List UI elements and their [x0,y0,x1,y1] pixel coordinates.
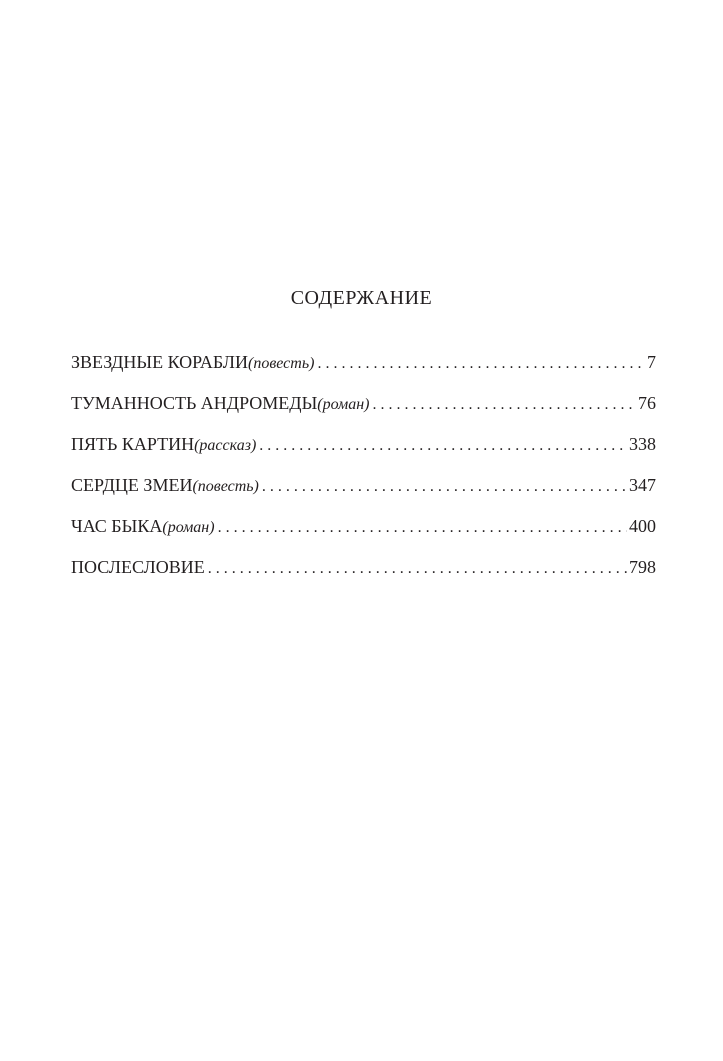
toc-entry-title: СЕРДЦЕ ЗМЕИ [71,475,193,495]
toc-entry-title: ПЯТЬ КАРТИН [71,434,195,454]
dot-leader [208,555,627,583]
toc-entry-genre: (роман) [317,396,370,413]
toc-entry-title: ПОСЛЕСЛОВИЕ [71,557,205,577]
toc-entry-title: ЗВЕЗДНЫЕ КОРАБЛИ [71,352,248,372]
dot-leader [317,350,645,378]
toc-entry [71,512,656,553]
table-of-contents [71,348,656,594]
toc-entry-genre: (повесть) [248,355,315,372]
toc-entry-genre: (роман) [162,519,215,536]
dot-leader [259,432,627,460]
toc-entry-page-number: 7 [647,352,656,372]
toc-entry-page-number: 400 [629,516,656,536]
toc-entry-genre: (повесть) [192,478,259,495]
dot-leader [262,473,627,501]
dot-leader [218,514,627,542]
toc-entry-title: ЧАС БЫКА [71,516,163,536]
page-title: СОДЕРЖАНИЕ [290,287,433,309]
dot-leader [372,391,636,419]
toc-entry-title: ТУМАННОСТЬ АНДРОМЕДЫ [71,393,318,413]
toc-entry-page-number: 798 [629,557,656,577]
toc-entry [71,389,656,430]
toc-entry-page-number: 76 [638,393,656,413]
toc-entry [71,471,656,512]
toc-entry [71,430,656,471]
toc-entry [71,348,656,389]
toc-entry [71,553,656,594]
toc-entry-page-number: 338 [629,434,656,454]
toc-entry-page-number: 347 [629,475,656,495]
toc-entry-genre: (рассказ) [194,437,257,454]
